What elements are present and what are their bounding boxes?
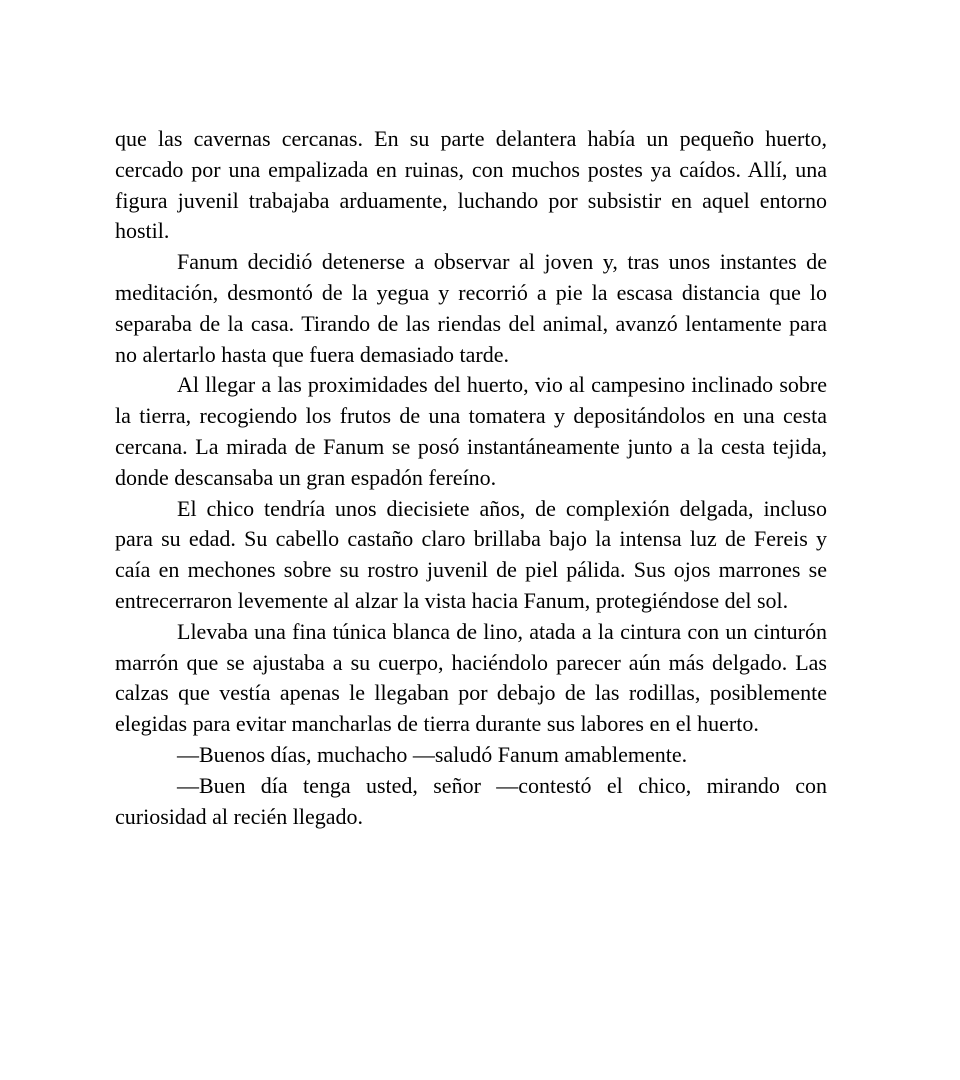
paragraph-fanum-dismounts: Fanum decidió detenerse a observar al joven y, tras unos instantes de meditación, desmontó de la yegua y recorrió a pie la escasa distancia que lo separaba de la casa. Tirando de las riendas del animal, avanzó lentamente para no alertarlo hasta que fuera demasiado tarde. [115,249,827,367]
paragraph-vestimenta: Llevaba una fina túnica blanca de lino, atada a la cintura con un cinturón marrón que se ajustaba a su cuerpo, haciéndolo parecer aún más delgado. Las calzas que vestía apenas le llegaban por debajo de las rodillas, posiblemente elegidas para evitar mancharlas de tierra durante sus labores en el huerto. [115,618,827,737]
paragraph-huerto: Al llegar a las proximidades del huerto, vio al campesino inclinado sobre la tierra, recogiendo los frutos de una tomatera y depositándolos en una cesta cercana. La mirada de Fanum se posó instantáneamente junto a la cesta tejida, donde descansaba un gran espadón fereíno. [115,372,827,490]
text-block [115,124,827,832]
paragraph-chico-descripcion: El chico tendría unos diecisiete años, de complexión delgada, incluso para su edad. Su cabello castaño claro brillaba bajo la intensa luz de Fereis y caía en mechones sobre su rostro juvenil de piel pálida. Sus ojos marrones se entrecerraron levemente al alzar la vista hacia Fanum, protegiéndose del sol. [115,495,827,613]
paragraph-continuation: que las cavernas cercanas. En su parte delantera había un pequeño huerto, cercado por una empalizada en ruinas, con muchos postes ya caídos. Allí, una figura juvenil trabajaba arduamente, luchando por subsistir en aquel entorno hostil. [115,126,827,244]
dialogue-chico-reply: —Buen día tenga usted, señor —contestó el chico, mirando con curiosidad al recién llegado. [115,772,827,829]
dialogue-fanum-greeting: —Buenos días, muchacho —saludó Fanum amablemente. [177,741,688,767]
